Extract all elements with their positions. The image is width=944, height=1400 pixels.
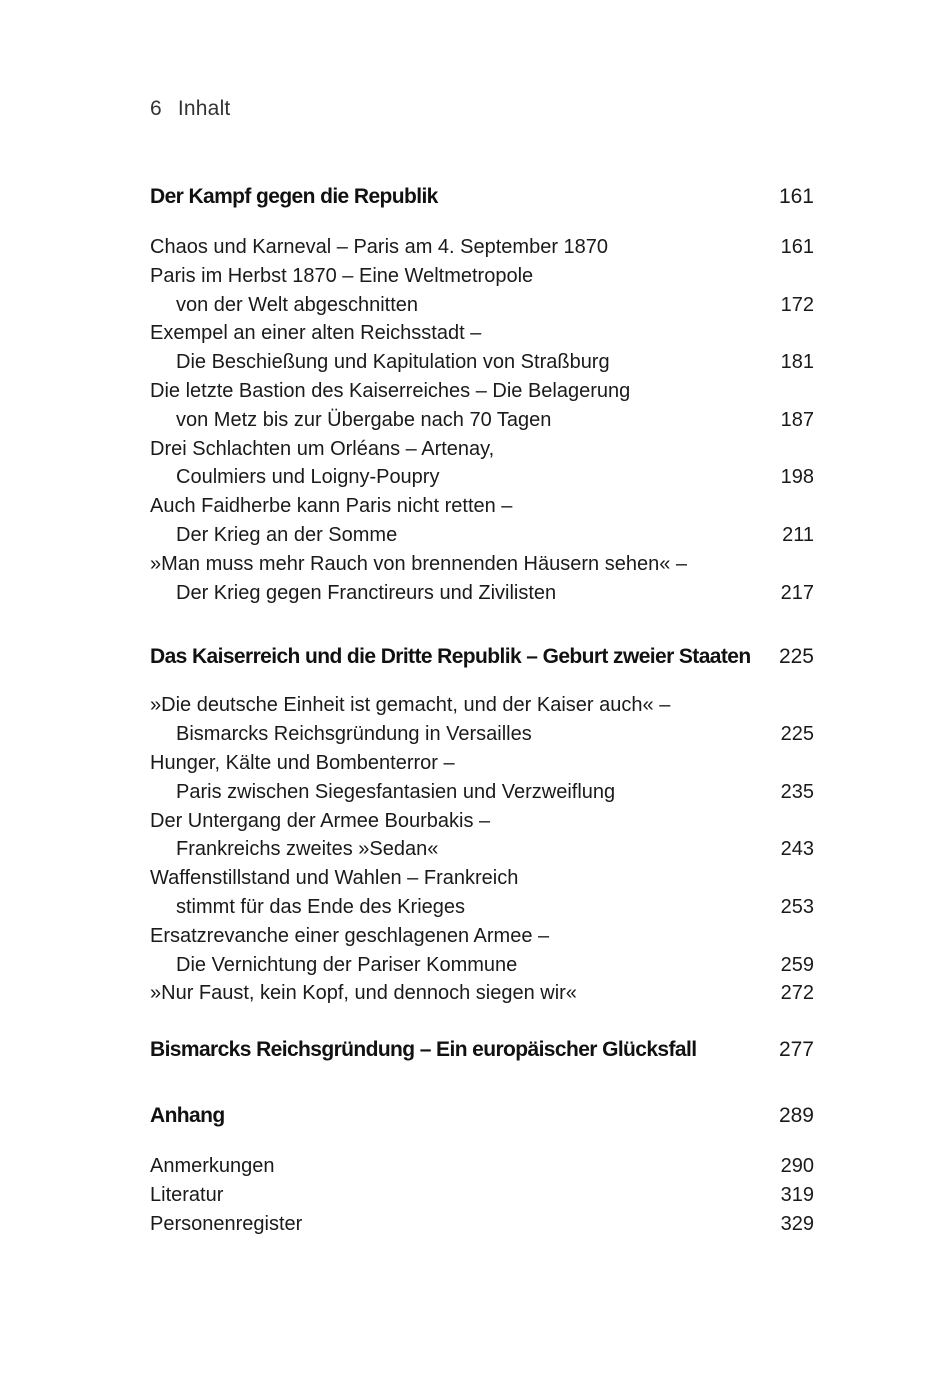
- entry-last-line: [150, 720, 814, 749]
- toc-entry[interactable]: [150, 979, 814, 1008]
- toc-section: [150, 641, 814, 1008]
- page-number: 6: [150, 97, 162, 120]
- section-title: Der Kampf gegen die Republik: [150, 185, 438, 208]
- entry-last-line: [150, 1181, 814, 1210]
- entry-page-number: 329: [780, 1212, 814, 1235]
- entry-list: [150, 1152, 814, 1238]
- toc-entry[interactable]: [150, 749, 814, 807]
- entry-title-line: Ersatzrevanche einer geschlagenen Armee –: [150, 924, 550, 947]
- entry-last-line: [150, 521, 814, 550]
- toc-section: [150, 1034, 814, 1066]
- entry-title-line: »Die deutsche Einheit ist gemacht, und der Kaiser auch« –: [150, 694, 671, 717]
- toc-entry[interactable]: [150, 377, 814, 435]
- section-page-number: 161: [778, 185, 814, 208]
- toc-entry[interactable]: [150, 1152, 814, 1181]
- entry-last-line: [150, 951, 814, 980]
- entry-title-line: Hunger, Kälte und Bombenterror –: [150, 751, 455, 774]
- entry-title-line: stimmt für das Ende des Krieges: [176, 895, 466, 918]
- table-of-contents: [150, 181, 814, 1239]
- entry-title-line: Literatur: [150, 1183, 224, 1206]
- toc-entry[interactable]: [150, 262, 814, 320]
- entry-page-number: 225: [780, 723, 814, 746]
- entry-title-line: Exempel an einer alten Reichsstadt –: [150, 322, 482, 345]
- toc-entry[interactable]: [150, 807, 814, 865]
- entry-last-line: [150, 835, 814, 864]
- toc-entry[interactable]: [150, 550, 814, 608]
- entry-title-line: Coulmiers und Loigny-Poupry: [176, 466, 440, 489]
- entry-title-line: von Metz bis zur Übergabe nach 70 Tagen: [176, 408, 552, 431]
- entry-page-number: 161: [780, 236, 814, 258]
- entry-page-number: 319: [780, 1183, 814, 1206]
- entry-page-number: 181: [780, 351, 814, 374]
- toc-entry[interactable]: [150, 233, 814, 262]
- entry-title-line: »Nur Faust, kein Kopf, und dennoch siegen wir«: [150, 982, 577, 1005]
- section-title: Anhang: [150, 1104, 225, 1128]
- entry-title-line: von der Welt abgeschnitten: [176, 293, 419, 316]
- section-heading[interactable]: [150, 181, 814, 213]
- entry-page-number: 253: [780, 895, 814, 918]
- toc-entry[interactable]: [150, 864, 814, 922]
- entry-title-line: Die letzte Bastion des Kaiserreiches – Die Belagerung: [150, 379, 631, 402]
- section-title: Das Kaiserreich und die Dritte Republik – Geburt zweier Staaten: [150, 645, 751, 669]
- entry-last-line: [150, 233, 814, 262]
- entry-page-number: 243: [780, 838, 814, 861]
- entry-page-number: 259: [780, 953, 814, 976]
- entry-title-line: Drei Schlachten um Orléans – Artenay,: [150, 437, 495, 460]
- entry-last-line: [150, 579, 814, 608]
- entry-title-line: Auch Faidherbe kann Paris nicht retten –: [150, 495, 513, 518]
- section-title: Bismarcks Reichsgründung – Ein europäischer Glücksfall: [150, 1038, 697, 1062]
- entry-page-number: 172: [780, 293, 814, 316]
- entry-page-number: 187: [780, 408, 814, 431]
- entry-last-line: [150, 1152, 814, 1181]
- entry-title-line: Waffenstillstand und Wahlen – Frankreich: [150, 867, 519, 890]
- toc-section: [150, 1100, 814, 1238]
- running-head-title: Inhalt: [177, 97, 231, 120]
- entry-last-line: [150, 348, 814, 377]
- toc-entry[interactable]: [150, 922, 814, 980]
- toc-entry[interactable]: [150, 319, 814, 377]
- section-page-number: 277: [778, 1038, 814, 1062]
- entry-title-line: Chaos und Karneval – Paris am 4. September 1870: [150, 236, 609, 258]
- entry-last-line: [150, 291, 814, 320]
- entry-page-number: 290: [780, 1155, 814, 1178]
- toc-section: [150, 181, 814, 607]
- entry-last-line: [150, 979, 814, 1008]
- entry-page-number: 198: [780, 466, 814, 489]
- entry-title-line: Personenregister: [150, 1212, 303, 1235]
- entry-page-number: 235: [780, 780, 814, 803]
- entry-title-line: Die Vernichtung der Pariser Kommune: [176, 953, 518, 976]
- entry-title-line: Frankreichs zweites »Sedan«: [176, 838, 439, 861]
- entry-page-number: 272: [780, 982, 814, 1005]
- entry-title-line: Der Krieg an der Somme: [176, 523, 398, 546]
- section-heading[interactable]: [150, 641, 814, 673]
- entry-title-line: Der Untergang der Armee Bourbakis –: [150, 809, 491, 832]
- entry-title-line: Paris im Herbst 1870 – Eine Weltmetropole: [150, 264, 534, 287]
- entry-title-line: Paris zwischen Siegesfantasien und Verzweiflung: [176, 780, 616, 803]
- entry-title-line: »Man muss mehr Rauch von brennenden Häusern sehen« –: [150, 552, 687, 575]
- entry-title-line: Die Beschießung und Kapitulation von Straßburg: [176, 351, 610, 374]
- entry-list: [150, 691, 814, 1008]
- entry-title-line: Anmerkungen: [150, 1155, 275, 1178]
- section-heading[interactable]: [150, 1034, 814, 1066]
- entry-title-line: Der Krieg gegen Franctireurs und Zivilisten: [176, 581, 557, 604]
- entry-last-line: [150, 893, 814, 922]
- toc-entry[interactable]: [150, 1210, 814, 1239]
- entry-last-line: [150, 406, 814, 435]
- toc-entry[interactable]: [150, 691, 814, 749]
- entry-title-line: Bismarcks Reichsgründung in Versailles: [176, 723, 532, 746]
- entry-page-number: 211: [782, 523, 814, 546]
- section-page-number: 225: [778, 645, 814, 669]
- entry-list: [150, 233, 814, 607]
- toc-entry[interactable]: [150, 1181, 814, 1210]
- running-head: [150, 97, 230, 121]
- section-page-number: 289: [778, 1104, 814, 1128]
- entry-page-number: 217: [780, 581, 814, 604]
- section-heading[interactable]: [150, 1100, 814, 1132]
- entry-last-line: [150, 778, 814, 807]
- toc-entry[interactable]: [150, 435, 814, 493]
- entry-last-line: [150, 463, 814, 492]
- entry-last-line: [150, 1210, 814, 1239]
- toc-entry[interactable]: [150, 492, 814, 550]
